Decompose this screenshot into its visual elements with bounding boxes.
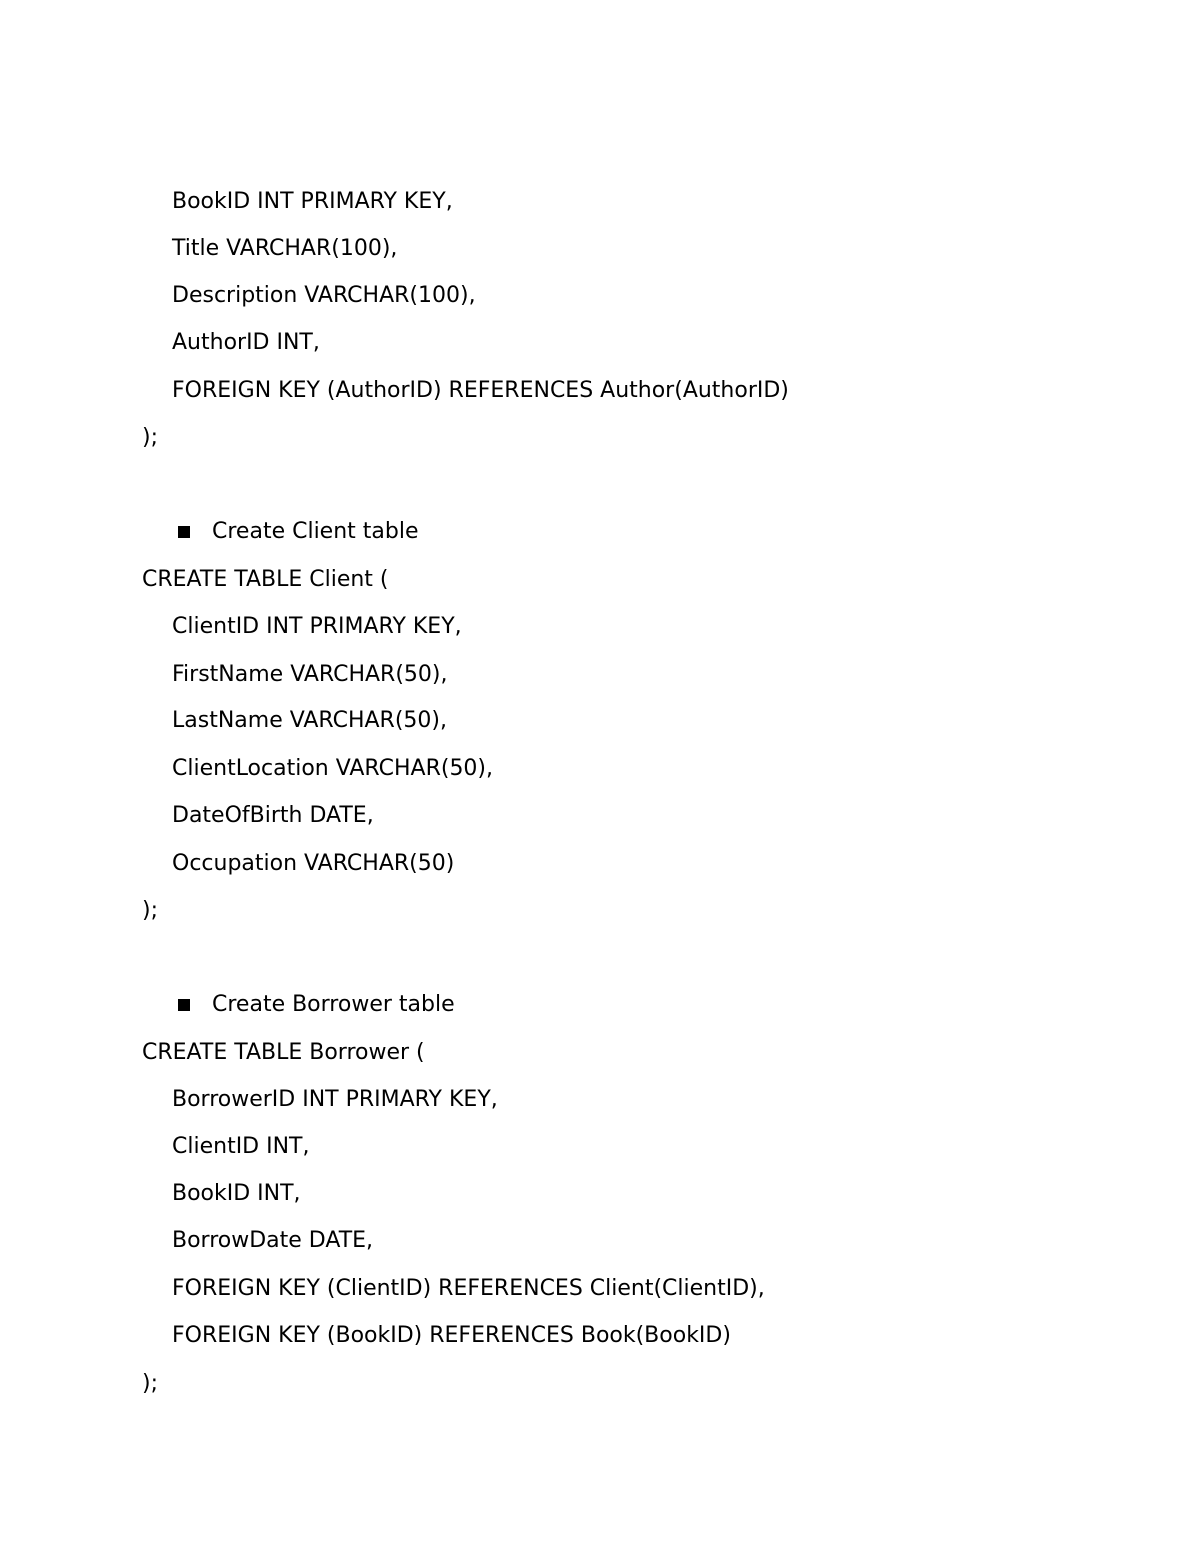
borrower-foreign-key-client: FOREIGN KEY (ClientID) REFERENCES Client(ClientID), xyxy=(172,1276,765,1301)
client-heading-bullet xyxy=(178,517,419,547)
client-column-dateofbirth: DateOfBirth DATE, xyxy=(172,803,374,828)
client-create-statement: CREATE TABLE Client ( xyxy=(142,567,389,592)
client-column-clientid: ClientID INT PRIMARY KEY, xyxy=(172,614,462,639)
borrower-heading: Create Borrower table xyxy=(212,992,455,1017)
book-column-bookid: BookID INT PRIMARY KEY, xyxy=(172,189,453,214)
borrower-table-close: ); xyxy=(142,1371,158,1396)
client-column-lastname: LastName VARCHAR(50), xyxy=(172,708,447,733)
borrower-column-bookid: BookID INT, xyxy=(172,1181,301,1206)
borrower-column-clientid: ClientID INT, xyxy=(172,1134,310,1159)
client-table-close: ); xyxy=(142,898,158,923)
borrower-column-borrowerid: BorrowerID INT PRIMARY KEY, xyxy=(172,1087,498,1112)
square-bullet-icon xyxy=(178,526,190,538)
square-bullet-icon xyxy=(178,999,190,1011)
borrower-heading-bullet xyxy=(178,990,455,1020)
client-column-location: ClientLocation VARCHAR(50), xyxy=(172,756,494,781)
book-table-close: ); xyxy=(142,425,158,450)
book-foreign-key: FOREIGN KEY (AuthorID) REFERENCES Author(AuthorID) xyxy=(172,378,789,403)
borrower-column-borrowdate: BorrowDate DATE, xyxy=(172,1228,374,1253)
book-column-description: Description VARCHAR(100), xyxy=(172,283,476,308)
client-heading: Create Client table xyxy=(212,519,419,544)
borrower-foreign-key-book: FOREIGN KEY (BookID) REFERENCES Book(BookID) xyxy=(172,1323,731,1348)
client-column-firstname: FirstName VARCHAR(50), xyxy=(172,662,448,687)
borrower-create-statement: CREATE TABLE Borrower ( xyxy=(142,1040,425,1065)
book-column-title: Title VARCHAR(100), xyxy=(172,236,398,261)
client-column-occupation: Occupation VARCHAR(50) xyxy=(172,851,455,876)
book-column-authorid: AuthorID INT, xyxy=(172,330,320,355)
